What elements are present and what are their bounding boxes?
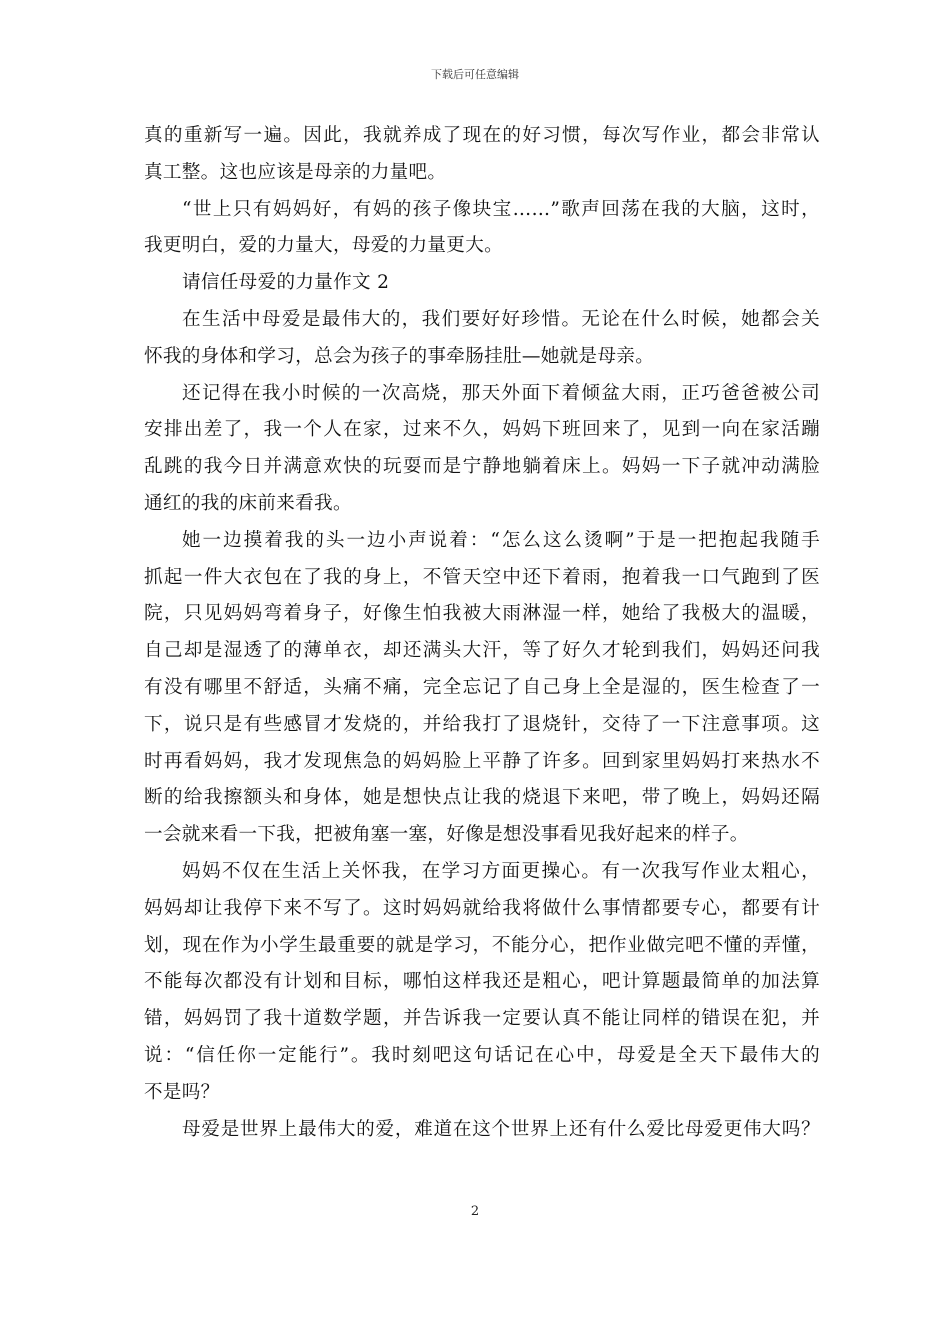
text-line: 院，只见妈妈弯着身子，好像生怕我被大雨淋湿一样，她给了我极大的温暖，: [144, 603, 820, 625]
text-line: 说：“信任你一定能行”。我时刻吧这句话记在心中，母爱是全天下最伟大的: [144, 1044, 820, 1066]
text-line: 断的给我擦额头和身体，她是想快点让我的烧退下来吧，带了晚上，妈妈还隔: [144, 787, 820, 809]
text-line: 真工整。这也应该是母亲的力量吧。: [144, 161, 447, 183]
text-line: 一会就来看一下我，把被角塞一塞，好像是想没事看见我好起来的样子。: [144, 824, 749, 846]
document-body: [144, 118, 820, 1148]
text-line: 母爱是世界上最伟大的爱，难道在这个世界上还有什么爱比母爱更伟大吗？: [182, 1118, 820, 1140]
text-line: 划，现在作为小学生最重要的就是学习，不能分心，把作业做完吧不懂的弄懂，: [144, 934, 820, 956]
text-line: 妈妈却让我停下来不写了。这时妈妈就给我将做什么事情都要专心，都要有计: [144, 897, 820, 919]
text-line: 怀我的身体和学习，总会为孩子的事牵肠挂肚—她就是母亲。: [144, 345, 655, 367]
text-line: 安排出差了，我一个人在家，过来不久，妈妈下班回来了，见到一向在家活蹦: [144, 419, 820, 441]
text-line: 妈妈不仅在生活上关怀我，在学习方面更操心。有一次我写作业太粗心，: [182, 860, 820, 882]
text-line: 自己却是湿透了的薄单衣，却还满头大汗，等了好久才轮到我们，妈妈还问我: [144, 640, 820, 662]
text-line: 真的重新写一遍。因此，我就养成了现在的好习惯，每次写作业，都会非常认: [144, 125, 820, 146]
text-line: 她一边摸着我的头一边小声说着：“怎么这么烫啊”于是一把抱起我随手: [182, 529, 820, 551]
page-number: 2: [470, 1204, 480, 1219]
text-line: 通红的我的床前来看我。: [144, 492, 352, 514]
text-line: 错，妈妈罚了我十道数学题，并告诉我一定要认真不能让同样的错误在犯，并: [144, 1008, 820, 1030]
text-line: 还记得在我小时候的一次高烧，那天外面下着倾盆大雨，正巧爸爸被公司: [182, 382, 820, 404]
text-line: 下，说只是有些感冒才发烧的，并给我打了退烧针，交待了一下注意事项。这: [144, 713, 820, 735]
text-line: 我更明白，爱的力量大，母爱的力量更大。: [144, 235, 503, 257]
text-line: 在生活中母爱是最伟大的，我们要好好珍惜。无论在什么时候，她都会关: [182, 308, 820, 330]
text-line: 抓起一件大衣包在了我的身上，不管天空中还下着雨，抱着我一口气跑到了医: [144, 566, 820, 588]
page-header: 下载后可任意编辑: [431, 68, 519, 81]
text-line: “世上只有妈妈好，有妈的孩子像块宝……”歌声回荡在我的大脑，这时，: [182, 198, 820, 220]
text-line: 有没有哪里不舒适，头痛不痛，完全忘记了自己身上全是湿的，医生检查了一: [144, 676, 820, 698]
text-line: 不是吗？: [144, 1081, 220, 1103]
text-line: 请信任母爱的力量作文 2: [182, 272, 390, 294]
text-line: 时再看妈妈，我才发现焦急的妈妈脸上平静了许多。回到家里妈妈打来热水不: [144, 750, 820, 772]
text-line: 乱跳的我今日并满意欢快的玩耍而是宁静地躺着床上。妈妈一下子就冲动满脸: [144, 456, 820, 478]
text-line: 不能每次都没有计划和目标，哪怕这样我还是粗心，吧计算题最简单的加法算: [144, 971, 820, 993]
